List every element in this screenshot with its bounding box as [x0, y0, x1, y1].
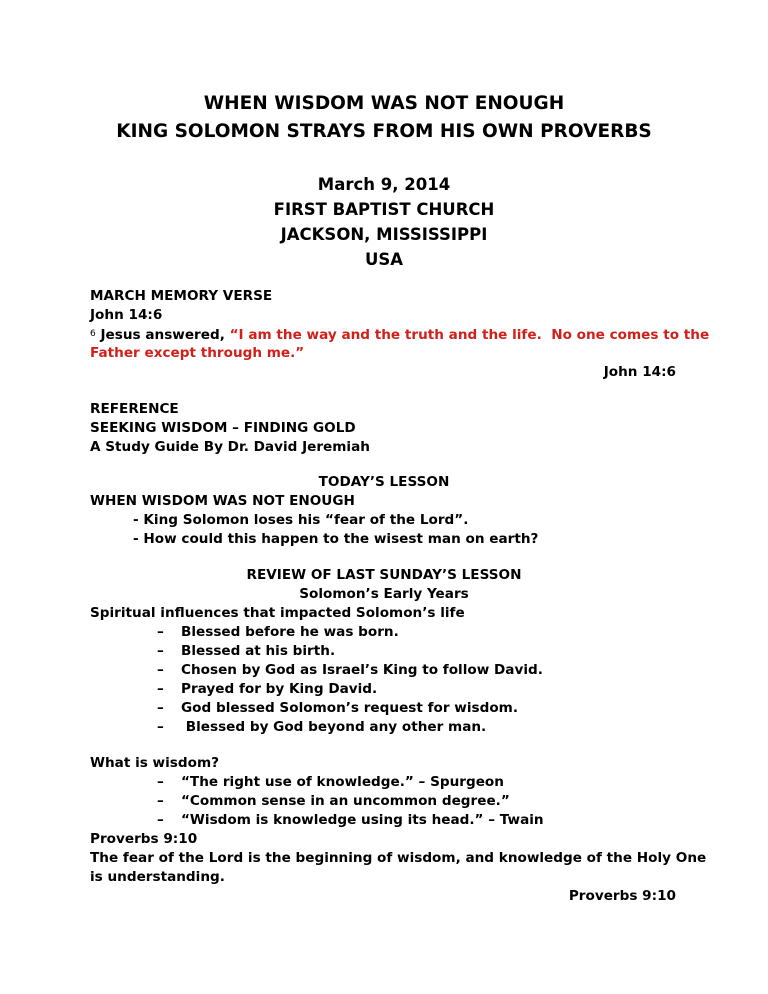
list-item: – Blessed by God beyond any other man.: [157, 719, 487, 735]
dash-bullet: –: [157, 719, 164, 735]
list-item: – Blessed before he was born.: [157, 624, 399, 640]
dash-bullet: –: [157, 793, 164, 809]
dash-bullet: –: [157, 643, 164, 659]
memory-verse-heading: MARCH MEMORY VERSE: [90, 288, 273, 304]
dash-bullet: –: [157, 662, 164, 678]
proverb-ref-right: Proverbs 9:10: [568, 888, 676, 904]
proverb-line-1: The fear of the Lord is the beginning of wisdom, and knowledge of the Holy One: [90, 850, 707, 866]
dash-bullet: –: [157, 624, 164, 640]
dash-bullet: –: [157, 700, 164, 716]
proverb-line-2: is understanding.: [90, 869, 225, 885]
proverb-ref: Proverbs 9:10: [90, 831, 198, 847]
list-item: – “Common sense in an uncommon degree.”: [157, 793, 510, 809]
church-name: FIRST BAPTIST CHURCH: [273, 200, 495, 219]
list-item: – “Wisdom is knowledge using its head.” – Twain: [157, 812, 544, 828]
review-heading: REVIEW OF LAST SUNDAY’S LESSON: [246, 567, 522, 583]
memory-verse-ref-right: John 14:6: [603, 364, 676, 380]
review-subheading: Solomon’s Early Years: [299, 586, 469, 602]
verse-quote-1: “I am the way and the truth and the life. No one comes to the: [229, 327, 710, 343]
city: JACKSON, MISSISSIPPI: [280, 225, 488, 244]
verse-number: 6: [90, 329, 96, 339]
lesson-point-2: - How could this happen to the wisest man on earth?: [133, 531, 539, 547]
reference-heading: REFERENCE: [90, 401, 179, 417]
review-intro: Spiritual influences that impacted Solomon’s life: [90, 605, 465, 621]
dash-bullet: –: [157, 774, 164, 790]
lesson-point-1: - King Solomon loses his “fear of the Lord”.: [133, 512, 469, 528]
memory-verse-ref: John 14:6: [90, 307, 163, 323]
verse-quote-2: Father except through me.”: [90, 345, 305, 361]
wisdom-question: What is wisdom?: [90, 755, 219, 771]
list-item: – Chosen by God as Israel’s King to follow David.: [157, 662, 543, 678]
memory-verse-line-1: [90, 325, 709, 345]
todays-lesson-heading: TODAY’S LESSON: [318, 474, 450, 490]
country: USA: [364, 250, 404, 269]
title-line-2: KING SOLOMON STRAYS FROM HIS OWN PROVERBS: [116, 121, 652, 142]
list-item: – Prayed for by King David.: [157, 681, 378, 697]
verse-lead: Jesus answered,: [95, 327, 230, 343]
reference-author: A Study Guide By Dr. David Jeremiah: [90, 439, 370, 455]
list-item: – God blessed Solomon’s request for wisdom.: [157, 700, 519, 716]
dash-bullet: –: [157, 812, 164, 828]
list-item: – Blessed at his birth.: [157, 643, 336, 659]
dash-bullet: –: [157, 681, 164, 697]
title-line-1: WHEN WISDOM WAS NOT ENOUGH: [203, 93, 565, 114]
list-item: – “The right use of knowledge.” – Spurgeon: [157, 774, 504, 790]
todays-lesson-title: WHEN WISDOM WAS NOT ENOUGH: [90, 493, 355, 509]
reference-book: SEEKING WISDOM – FINDING GOLD: [90, 420, 356, 436]
date: March 9, 2014: [317, 175, 451, 194]
